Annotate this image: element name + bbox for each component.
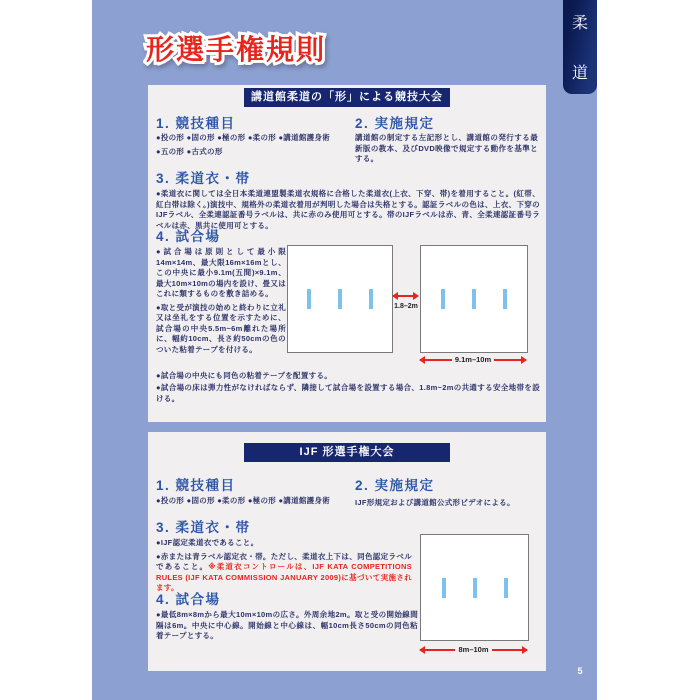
kodokan-rules-heading: 2. 実施規定 bbox=[355, 116, 435, 131]
tape-mark bbox=[504, 578, 508, 598]
mat-diagram-right bbox=[420, 245, 528, 353]
ijf-mat-diagram bbox=[420, 534, 529, 641]
ijf-area-heading: 4. 試合場 bbox=[156, 592, 221, 607]
arrow-line bbox=[492, 649, 527, 651]
kodokan-rules-body: 講道館の制定する左記形とし、講道館の発行する最新版の教本、及びDVD映像で規定する動作を基準とする。 bbox=[355, 133, 538, 163]
kodokan-events-line2: ●五の形 ●古式の形 bbox=[156, 146, 223, 156]
ijf-uniform-heading: 3. 柔道衣・帯 bbox=[156, 520, 251, 535]
kodokan-area-bullet2: ●取と受が演技の始めと終わりに立礼又は坐礼をする位置を示すために、試合場の中央5.5m~6m離れた場所に、幅約10cm、長さ約50cmの色のついた粘着テープを付ける。 bbox=[156, 302, 286, 354]
ijf-mat-width-arrow bbox=[420, 645, 527, 654]
mat-width-label: 9.1m–10m bbox=[454, 355, 492, 364]
kodokan-panel-header: 講道館柔道の「形」による競技大会 bbox=[244, 88, 450, 107]
kodokan-area-bullet1: ●試合場は原則として最小限14m×14m、最大限16m×16mとし、この中央に最小9.1m(五間)×9.1m、最大10m×10mの場内を設け、畳又はこれに類するものを敷き詰める。 bbox=[156, 247, 286, 298]
ijf-events-line1: ●投の形 ●固の形 ●柔の形 ●極の形 ●講道館護身術 bbox=[156, 496, 331, 505]
ijf-rules-heading: 2. 実施規定 bbox=[355, 478, 435, 493]
page-number: 5 bbox=[577, 666, 583, 676]
arrow-line bbox=[393, 295, 418, 297]
arrow-line bbox=[494, 359, 526, 361]
ijf-uniform-red-note: ※柔道衣コントロールは、IJF KATA COMPETITIONS RULES (IJF KATA COMMISSION JANUARY 2009)に基づいて実施されます。 bbox=[156, 562, 412, 592]
ijf-panel-header: IJF 形選手権大会 bbox=[244, 443, 450, 462]
tape-mark bbox=[441, 289, 445, 309]
tape-mark bbox=[473, 578, 477, 598]
page-title: 形選手権規則 bbox=[146, 34, 327, 65]
tape-mark bbox=[369, 289, 373, 309]
gap-dimension-label: 1.8–2m bbox=[394, 303, 418, 310]
ijf-uniform-bullet2-text: ●赤または青ラベル認定衣・帯。ただし、柔道衣上下は、同色認定ラベルであること。 bbox=[156, 551, 412, 571]
side-tab-char-bottom: 道 bbox=[571, 63, 588, 82]
side-tab-char-top: 柔 bbox=[571, 13, 588, 32]
arrow-line bbox=[420, 649, 455, 651]
kodokan-events-list bbox=[156, 133, 352, 160]
kodokan-events-heading: 1. 競技種目 bbox=[156, 116, 236, 131]
mat-diagram-left bbox=[287, 245, 393, 353]
ijf-area-bullet1: ●最低8m×8mから最大10m×10mの広さ。外周余地2m。取と受の開始線間隔は6m。中央に中心線。開始線と中心線は、幅10cm長さ50cmの同色粘着テープとする。 bbox=[156, 610, 418, 640]
ijf-uniform-bullet1: ●IJF認定柔道衣であること。 bbox=[156, 538, 259, 547]
ijf-events-heading: 1. 競技種目 bbox=[156, 478, 236, 493]
kodokan-uniform-heading: 3. 柔道衣・帯 bbox=[156, 171, 251, 186]
tape-mark bbox=[503, 289, 507, 309]
ijf-mat-width-label: 8m–10m bbox=[458, 645, 489, 654]
gap-dimension-arrow bbox=[393, 295, 418, 297]
tape-mark bbox=[338, 289, 342, 309]
kodokan-area-bullet4: ●試合場の床は弾力性がなければならず、隣接して試合場を設置する場合、1.8m~2mの共通する安全地帯を設ける。 bbox=[156, 383, 540, 403]
arrow-line bbox=[420, 359, 452, 361]
mat-width-arrow bbox=[420, 355, 526, 364]
kodokan-area-bullet3: ●試合場の中央にも同色の粘着テープを配置する。 bbox=[156, 371, 333, 380]
judo-side-tab bbox=[563, 0, 597, 94]
kodokan-area-heading: 4. 試合場 bbox=[156, 229, 221, 244]
tape-mark bbox=[442, 578, 446, 598]
kodokan-area-bullets bbox=[156, 247, 286, 358]
kodokan-uniform-body: ●柔道衣に関しては全日本柔道連盟製柔道衣規格に合格した柔道衣(上衣、下穿、帯)を着用すること。(紅帯、紅白帯は除く。)演技中、規格外の柔道衣着用が判明した場合は失格とする。認証ラベルの色は、上衣、下穿のIJFラベル、全柔連認証番号ラベルは、共に赤のみ使用可とする。帯のIJFラベルは赤、青、全柔連認証番号ラベルは赤、黒共に使用可とする。 bbox=[156, 189, 540, 230]
kodokan-panel bbox=[148, 85, 546, 422]
ijf-rules-body: IJF形規定および講道館公式形ビデオによる。 bbox=[355, 498, 515, 507]
kodokan-events-line1: ●投の形 ●固の形 ●極の形 ●柔の形 ●講道館護身術 bbox=[156, 133, 331, 142]
ijf-panel bbox=[148, 432, 546, 671]
tape-mark bbox=[307, 289, 311, 309]
tape-mark bbox=[472, 289, 476, 309]
